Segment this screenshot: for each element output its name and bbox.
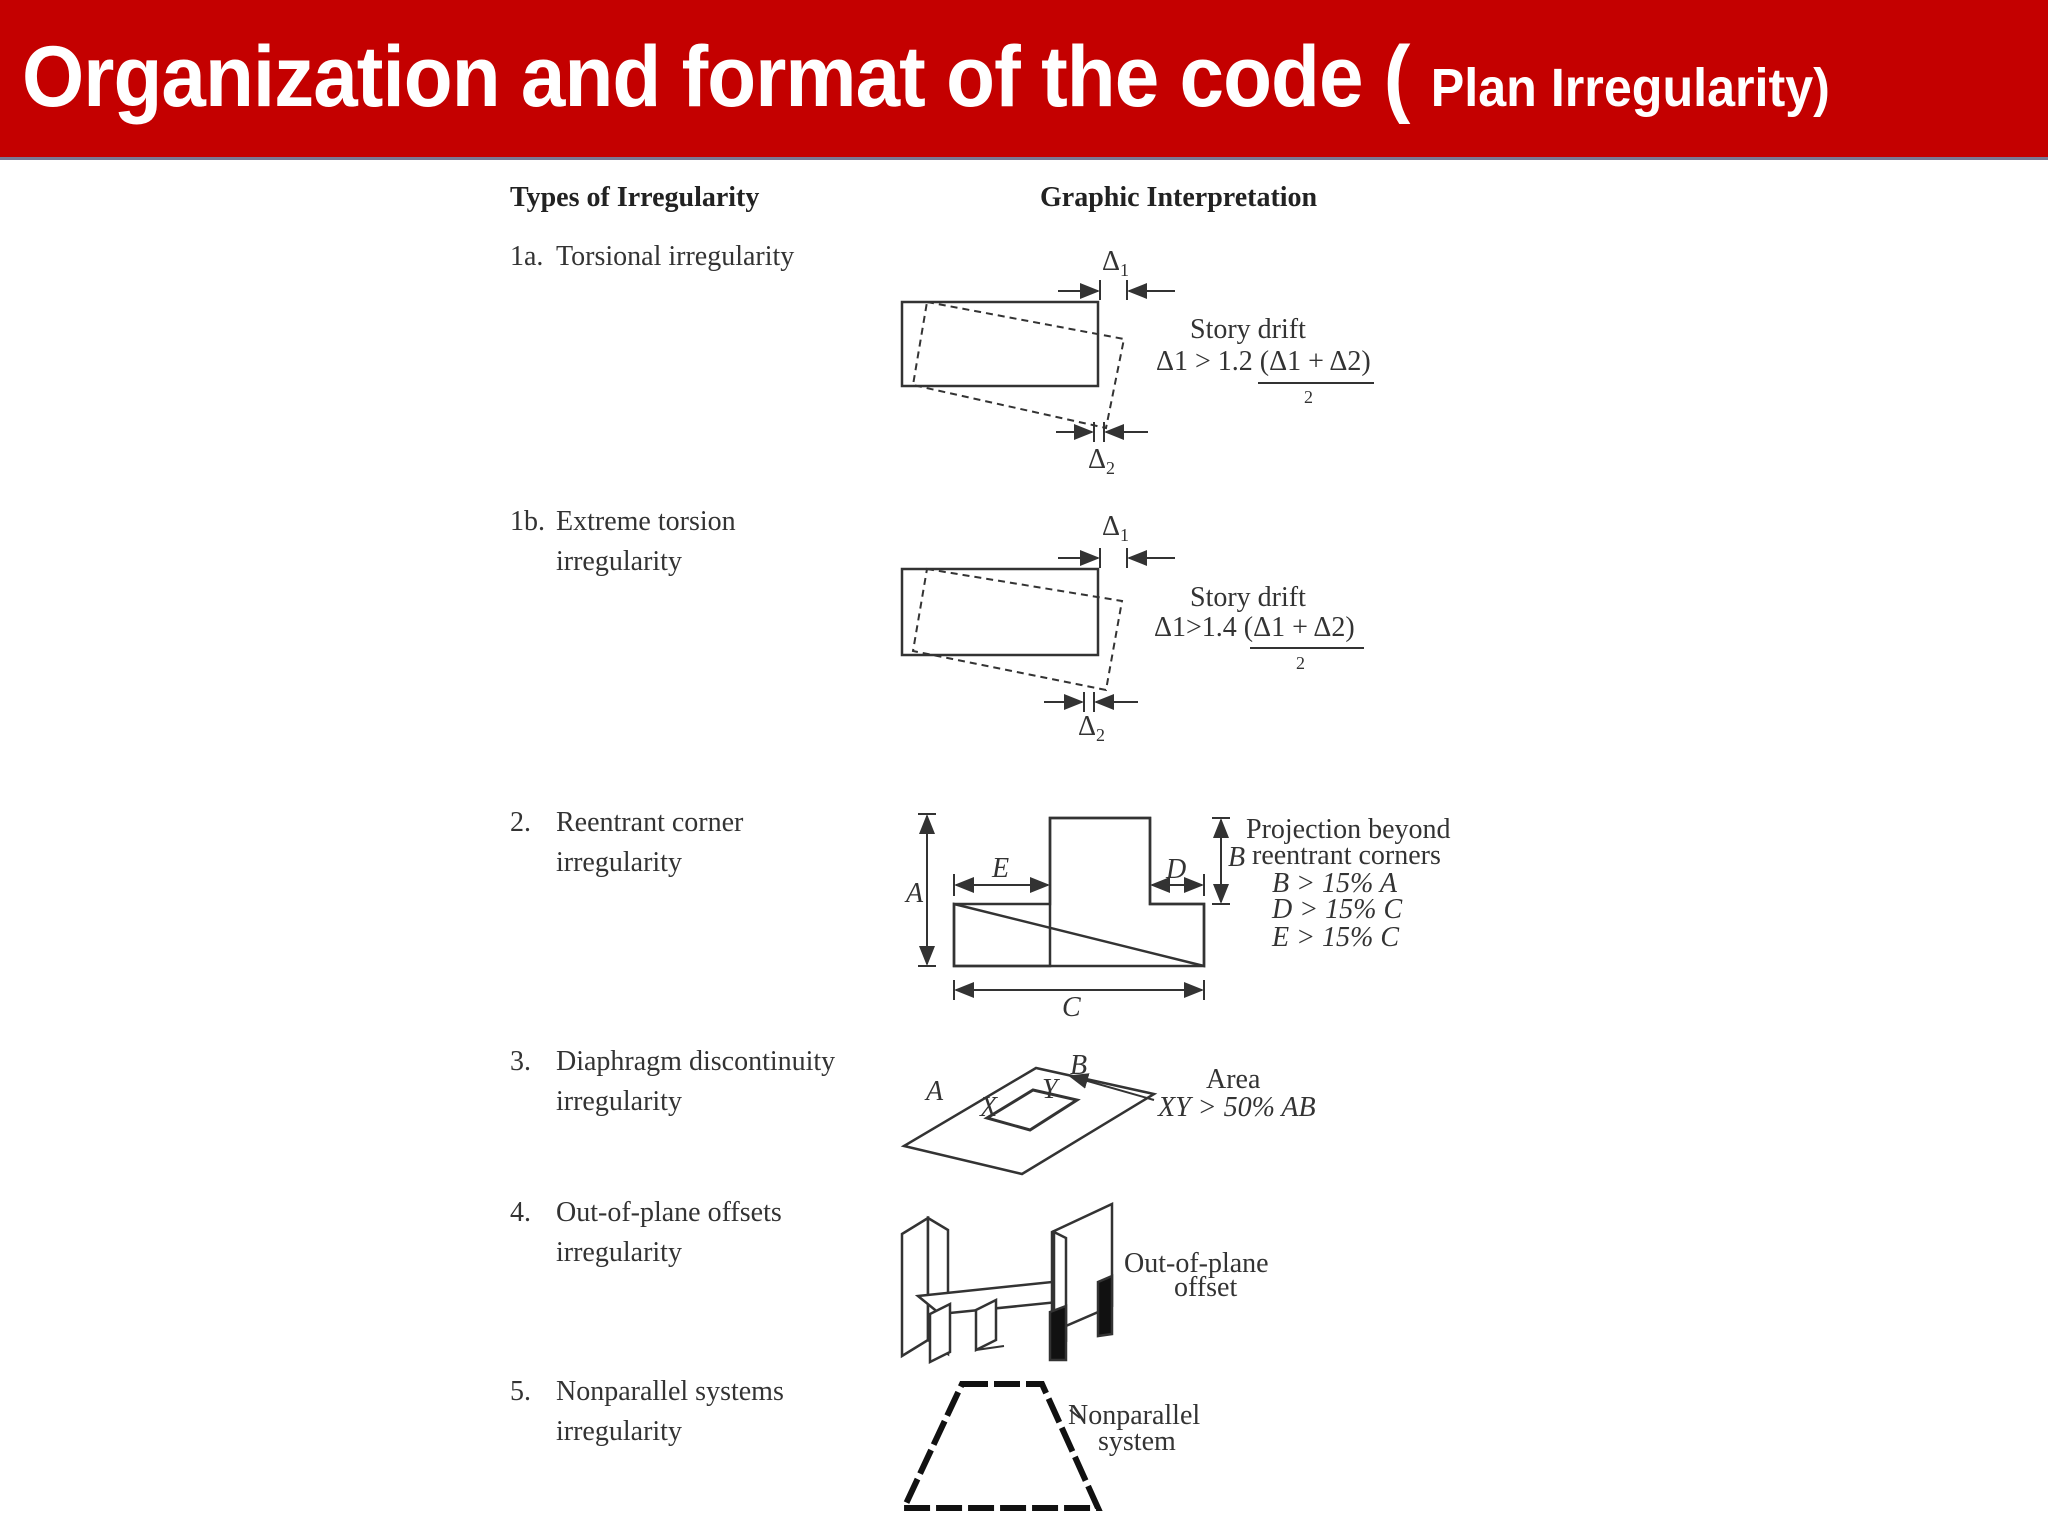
- fig1b-story-drift-label: Story drift: [1190, 582, 1306, 613]
- fig2-condition-e: E > 15% C: [1272, 922, 1399, 953]
- fig1a-story-drift-label: Story drift: [1190, 314, 1306, 345]
- title-main-text: Organization and format of the code (: [22, 29, 1431, 125]
- figure-out-of-plane-offsets: [902, 1204, 1112, 1362]
- header-types-of-irregularity: Types of Irregularity: [510, 182, 760, 213]
- fig4-label-line1: Out-of-plane: [1124, 1248, 1269, 1279]
- fig1a-denominator: 2: [1304, 387, 1313, 407]
- header-graphic-interpretation: Graphic Interpretation: [1040, 182, 1318, 213]
- fig3-point-x: X: [980, 1092, 998, 1123]
- item-number: 1a.: [510, 241, 544, 272]
- item-label-line2: irregularity: [556, 847, 682, 878]
- fig1a-delta1: $\Delta_1$: [1102, 246, 1130, 280]
- item-number: 4.: [510, 1197, 531, 1228]
- item-label: Reentrant corner: [556, 807, 744, 838]
- item-label-line2: irregularity: [556, 546, 682, 577]
- fig1b-delta2: $\Delta_2$: [1078, 711, 1106, 745]
- title-subtitle: Plan Irregularity): [1430, 58, 1830, 118]
- fig1b-delta1: $\Delta_1$: [1102, 511, 1130, 545]
- item-label: Nonparallel systems: [556, 1376, 784, 1407]
- item-label: Diaphragm discontinuity: [556, 1046, 836, 1077]
- figure-reentrant-corner: [954, 818, 1204, 966]
- item-label-line2: irregularity: [556, 1237, 682, 1268]
- fig3-area-label: Area: [1206, 1064, 1261, 1095]
- item-label: Extreme torsion: [556, 506, 736, 537]
- item-label: Torsional irregularity: [556, 241, 795, 272]
- fig2-dim-e: E: [992, 853, 1010, 884]
- fig5-label-line2: system: [1098, 1426, 1176, 1457]
- fig1b-formula: Δ1>1.4 (Δ1 + Δ2): [1154, 612, 1355, 643]
- item-label: Out-of-plane offsets: [556, 1197, 782, 1228]
- fig3-condition: XY > 50% AB: [1158, 1092, 1316, 1123]
- fig2-dim-a: A: [906, 878, 924, 909]
- fig2-label-line1: Projection beyond: [1246, 814, 1451, 845]
- fig1a-formula: Δ1 > 1.2 (Δ1 + Δ2): [1156, 346, 1371, 377]
- fig3-point-b: B: [1070, 1050, 1088, 1081]
- item-number: 5.: [510, 1376, 531, 1407]
- fig1a-delta2: $\Delta_2$: [1088, 444, 1116, 478]
- fig5-label-line1: Nonparallel: [1068, 1400, 1201, 1431]
- fig1b-denominator: 2: [1296, 653, 1305, 673]
- item-label-line2: irregularity: [556, 1416, 682, 1447]
- fig2-dim-c: C: [1062, 992, 1081, 1023]
- fig3-point-y: Y: [1042, 1074, 1058, 1105]
- fig2-label-line2: reentrant corners: [1252, 840, 1441, 871]
- item-number: 1b.: [510, 506, 545, 537]
- fig2-condition-b: B > 15% A: [1272, 868, 1397, 899]
- fig2-dim-b: B: [1228, 842, 1246, 873]
- item-label-line2: irregularity: [556, 1086, 682, 1117]
- fig2-dim-d: D: [1166, 854, 1187, 885]
- fig3-point-a: A: [926, 1076, 944, 1107]
- fig4-label-line2: offset: [1174, 1272, 1238, 1303]
- item-number: 3.: [510, 1046, 531, 1077]
- item-number: 2.: [510, 807, 531, 838]
- fig2-condition-d: D > 15% C: [1272, 894, 1403, 925]
